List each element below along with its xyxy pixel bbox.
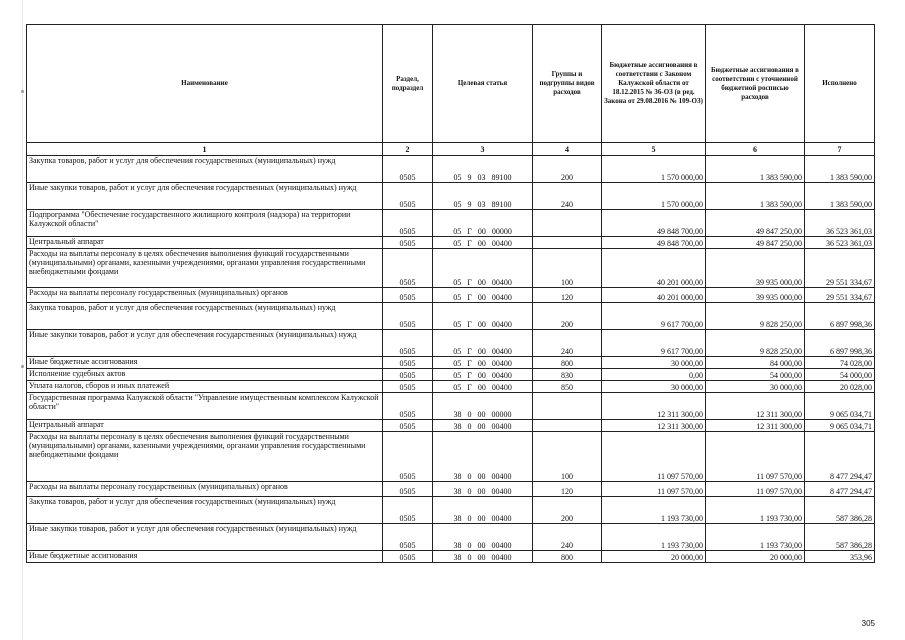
target-code-part: 05 — [453, 383, 462, 392]
cell-refined-amount: 84 000,00 — [706, 357, 805, 369]
target-code-part: 05 — [453, 278, 462, 287]
target-code-part: 03 — [477, 173, 486, 182]
target-code-part: 00400 — [491, 347, 512, 356]
column-number-row — [27, 143, 875, 156]
header-executed: Исполнено — [805, 25, 875, 143]
target-code-part: 9 — [467, 173, 472, 182]
header-section: Раздел, подраздел — [383, 25, 433, 143]
punch-hole-mark — [21, 90, 24, 93]
table-row — [27, 369, 875, 381]
cell-executed-amount: 9 065 034,71 — [805, 393, 875, 420]
cell-executed-amount: 74 028,00 — [805, 357, 875, 369]
cell-section: 0505 — [383, 183, 433, 210]
cell-section: 0505 — [383, 432, 433, 482]
target-code-part: 05 — [453, 227, 462, 236]
target-code-part: 05 — [453, 239, 462, 248]
header-target: Целевая статья — [433, 25, 533, 143]
target-code-part: Г — [467, 278, 472, 287]
cell-executed-amount: 1 383 590,00 — [805, 156, 875, 183]
cell-executed-amount: 36 523 361,03 — [805, 237, 875, 249]
target-code-part: 9 — [467, 200, 472, 209]
cell-executed-amount: 9 065 034,71 — [805, 420, 875, 432]
target-code — [435, 410, 530, 419]
target-code-part: 0 — [467, 514, 472, 523]
cell-target — [433, 432, 533, 482]
cell-refined-amount: 11 097 570,00 — [706, 432, 805, 482]
target-code-part: 00400 — [491, 422, 512, 431]
cell-law-amount: 40 201 000,00 — [602, 249, 706, 288]
cell-target — [433, 369, 533, 381]
table-row — [27, 497, 875, 524]
cell-executed-amount: 8 477 294,47 — [805, 482, 875, 497]
cell-group: 200 — [533, 497, 602, 524]
column-number: 2 — [383, 143, 433, 156]
target-code-part: 00400 — [491, 293, 512, 302]
page-number: 305 — [861, 619, 875, 628]
cell-section: 0505 — [383, 237, 433, 249]
cell-executed-amount: 54 000,00 — [805, 369, 875, 381]
target-code-part: 00 — [477, 553, 486, 562]
target-code — [435, 541, 530, 550]
column-number: 4 — [533, 143, 602, 156]
target-code — [435, 173, 530, 182]
binding-margin-line — [22, 0, 23, 640]
cell-law-amount: 1 193 730,00 — [602, 524, 706, 551]
table-row — [27, 288, 875, 303]
target-code-part: 00 — [477, 487, 486, 496]
target-code-part: 00 — [477, 347, 486, 356]
target-code — [435, 487, 530, 496]
header-refined: Бюджетные ассигнования в соответствии с уточненной бюджетной росписью расходов — [706, 25, 805, 143]
table-row — [27, 303, 875, 330]
target-code — [435, 371, 530, 380]
cell-executed-amount: 6 897 998,36 — [805, 303, 875, 330]
cell-executed-amount: 353,96 — [805, 551, 875, 563]
cell-name: Иные бюджетные ассигнования — [27, 551, 383, 563]
target-code-part: 00400 — [491, 514, 512, 523]
cell-target — [433, 288, 533, 303]
cell-law-amount: 1 193 730,00 — [602, 497, 706, 524]
cell-group: 200 — [533, 156, 602, 183]
target-code — [435, 347, 530, 356]
target-code-part: 00 — [477, 410, 486, 419]
cell-target — [433, 156, 533, 183]
cell-executed-amount: 29 551 334,67 — [805, 288, 875, 303]
table-header-row — [27, 25, 875, 143]
cell-name: Расходы на выплаты персоналу в целях обеспечения выполнения функций государственными (муниципальными) органами, казенными учреждениями, органами управления государственными внебюджетными фондами — [27, 249, 383, 288]
cell-name: Иные бюджетные ассигнования — [27, 357, 383, 369]
target-code-part: 89100 — [491, 173, 512, 182]
cell-refined-amount: 1 193 730,00 — [706, 524, 805, 551]
cell-name: Иные закупки товаров, работ и услуг для обеспечения государственных (муниципальных) нужд — [27, 524, 383, 551]
cell-section: 0505 — [383, 330, 433, 357]
target-code — [435, 293, 530, 302]
cell-group: 100 — [533, 432, 602, 482]
cell-target — [433, 183, 533, 210]
cell-law-amount: 30 000,00 — [602, 357, 706, 369]
cell-name: Закупка товаров, работ и услуг для обеспечения государственных (муниципальных) нужд — [27, 156, 383, 183]
target-code-part: 38 — [453, 472, 462, 481]
column-number: 7 — [805, 143, 875, 156]
cell-target — [433, 303, 533, 330]
table-row — [27, 330, 875, 357]
target-code-part: 00400 — [491, 541, 512, 550]
cell-refined-amount: 39 935 000,00 — [706, 288, 805, 303]
cell-refined-amount: 12 311 300,00 — [706, 420, 805, 432]
target-code-part: 00400 — [491, 359, 512, 368]
cell-section: 0505 — [383, 420, 433, 432]
cell-name: Иные закупки товаров, работ и услуг для обеспечения государственных (муниципальных) нужд — [27, 183, 383, 210]
cell-refined-amount: 12 311 300,00 — [706, 393, 805, 420]
target-code-part: 00400 — [491, 487, 512, 496]
cell-group — [533, 210, 602, 237]
cell-section: 0505 — [383, 524, 433, 551]
cell-section: 0505 — [383, 369, 433, 381]
cell-section: 0505 — [383, 303, 433, 330]
cell-name: Иные закупки товаров, работ и услуг для обеспечения государственных (муниципальных) нужд — [27, 330, 383, 357]
cell-refined-amount: 11 097 570,00 — [706, 482, 805, 497]
target-code — [435, 472, 530, 481]
target-code-part: 38 — [453, 422, 462, 431]
cell-law-amount: 20 000,00 — [602, 551, 706, 563]
cell-executed-amount: 587 386,28 — [805, 524, 875, 551]
cell-executed-amount: 36 523 361,03 — [805, 210, 875, 237]
target-code-part: Г — [467, 383, 472, 392]
cell-group — [533, 393, 602, 420]
cell-refined-amount: 1 383 590,00 — [706, 156, 805, 183]
target-code-part: 00 — [477, 371, 486, 380]
target-code-part: 05 — [453, 293, 462, 302]
target-code-part: 00 — [477, 278, 486, 287]
target-code-part: 38 — [453, 553, 462, 562]
target-code-part: 00 — [477, 541, 486, 550]
table-row — [27, 551, 875, 563]
cell-law-amount: 1 570 000,00 — [602, 183, 706, 210]
cell-section: 0505 — [383, 497, 433, 524]
target-code-part: 38 — [453, 541, 462, 550]
cell-refined-amount: 20 000,00 — [706, 551, 805, 563]
budget-table — [26, 24, 875, 563]
table-row — [27, 156, 875, 183]
cell-law-amount: 9 617 700,00 — [602, 330, 706, 357]
target-code-part: Г — [467, 320, 472, 329]
cell-refined-amount: 49 847 250,00 — [706, 237, 805, 249]
target-code-part: 00400 — [491, 320, 512, 329]
target-code-part: 00 — [477, 359, 486, 368]
target-code-part: 05 — [453, 320, 462, 329]
column-number: 3 — [433, 143, 533, 156]
cell-refined-amount: 39 935 000,00 — [706, 249, 805, 288]
target-code — [435, 227, 530, 236]
cell-name: Исполнение судебных актов — [27, 369, 383, 381]
cell-group: 240 — [533, 524, 602, 551]
cell-group: 120 — [533, 482, 602, 497]
column-number: 5 — [602, 143, 706, 156]
target-code-part: 00400 — [491, 239, 512, 248]
header-name: Наименование — [27, 25, 383, 143]
cell-target — [433, 497, 533, 524]
target-code-part: 05 — [453, 359, 462, 368]
cell-law-amount: 12 311 300,00 — [602, 420, 706, 432]
target-code — [435, 239, 530, 248]
target-code — [435, 383, 530, 392]
table-row — [27, 432, 875, 482]
cell-section: 0505 — [383, 482, 433, 497]
cell-name: Расходы на выплаты персоналу государственных (муниципальных) органов — [27, 482, 383, 497]
target-code-part: 00 — [477, 320, 486, 329]
target-code-part: 00400 — [491, 472, 512, 481]
target-code-part: 03 — [477, 200, 486, 209]
cell-section: 0505 — [383, 393, 433, 420]
target-code-part: 38 — [453, 410, 462, 419]
cell-executed-amount: 20 028,00 — [805, 381, 875, 393]
cell-refined-amount: 30 000,00 — [706, 381, 805, 393]
table-row — [27, 249, 875, 288]
cell-target — [433, 524, 533, 551]
target-code — [435, 359, 530, 368]
target-code-part: 00400 — [491, 383, 512, 392]
table-row — [27, 183, 875, 210]
cell-group: 120 — [533, 288, 602, 303]
cell-executed-amount: 6 897 998,36 — [805, 330, 875, 357]
target-code — [435, 200, 530, 209]
target-code — [435, 422, 530, 431]
target-code-part: 05 — [453, 200, 462, 209]
table-row — [27, 210, 875, 237]
cell-target — [433, 551, 533, 563]
cell-target — [433, 237, 533, 249]
cell-target — [433, 420, 533, 432]
header-groups: Группы и подгруппы видов расходов — [533, 25, 602, 143]
target-code-part: 00 — [477, 472, 486, 481]
cell-section: 0505 — [383, 210, 433, 237]
target-code — [435, 320, 530, 329]
target-code-part: 05 — [453, 371, 462, 380]
cell-name: Уплата налогов, сборов и иных платежей — [27, 381, 383, 393]
cell-refined-amount: 1 383 590,00 — [706, 183, 805, 210]
target-code-part: Г — [467, 293, 472, 302]
cell-target — [433, 482, 533, 497]
cell-name: Центральный аппарат — [27, 420, 383, 432]
target-code-part: 00 — [477, 239, 486, 248]
table-row — [27, 393, 875, 420]
target-code-part: 38 — [453, 487, 462, 496]
cell-refined-amount: 54 000,00 — [706, 369, 805, 381]
cell-law-amount: 49 848 700,00 — [602, 237, 706, 249]
cell-law-amount: 0,00 — [602, 369, 706, 381]
cell-group: 830 — [533, 369, 602, 381]
cell-law-amount: 49 848 700,00 — [602, 210, 706, 237]
cell-section: 0505 — [383, 551, 433, 563]
cell-section: 0505 — [383, 156, 433, 183]
cell-section: 0505 — [383, 357, 433, 369]
cell-target — [433, 330, 533, 357]
cell-name: Закупка товаров, работ и услуг для обеспечения государственных (муниципальных) нужд — [27, 303, 383, 330]
cell-executed-amount: 1 383 590,00 — [805, 183, 875, 210]
target-code-part: 00400 — [491, 553, 512, 562]
target-code-part: Г — [467, 227, 472, 236]
target-code-part: 00 — [477, 514, 486, 523]
cell-law-amount: 11 097 570,00 — [602, 482, 706, 497]
target-code-part: 0 — [467, 487, 472, 496]
target-code-part: 00 — [477, 227, 486, 236]
cell-name: Подпрограмма "Обеспечение государственного жилищного контроля (надзора) на территории Калужской области" — [27, 210, 383, 237]
table-row — [27, 420, 875, 432]
cell-group: 800 — [533, 357, 602, 369]
target-code-part: 00 — [477, 293, 486, 302]
cell-law-amount: 40 201 000,00 — [602, 288, 706, 303]
cell-target — [433, 249, 533, 288]
cell-refined-amount: 9 828 250,00 — [706, 330, 805, 357]
target-code-part: 0 — [467, 541, 472, 550]
cell-group: 800 — [533, 551, 602, 563]
cell-law-amount: 1 570 000,00 — [602, 156, 706, 183]
target-code-part: Г — [467, 239, 472, 248]
target-code — [435, 278, 530, 287]
cell-law-amount: 11 097 570,00 — [602, 432, 706, 482]
cell-law-amount: 12 311 300,00 — [602, 393, 706, 420]
cell-law-amount: 9 617 700,00 — [602, 303, 706, 330]
cell-target — [433, 381, 533, 393]
cell-target — [433, 357, 533, 369]
table-row — [27, 381, 875, 393]
target-code-part: 38 — [453, 514, 462, 523]
cell-executed-amount: 587 386,28 — [805, 497, 875, 524]
column-number: 1 — [27, 143, 383, 156]
target-code — [435, 514, 530, 523]
target-code-part: 00000 — [491, 227, 512, 236]
cell-name: Расходы на выплаты персоналу государственных (муниципальных) органов — [27, 288, 383, 303]
cell-group: 850 — [533, 381, 602, 393]
table-row — [27, 237, 875, 249]
cell-section: 0505 — [383, 288, 433, 303]
target-code-part: 0 — [467, 410, 472, 419]
table-row — [27, 357, 875, 369]
target-code-part: 0 — [467, 553, 472, 562]
cell-name: Закупка товаров, работ и услуг для обеспечения государственных (муниципальных) нужд — [27, 497, 383, 524]
table-row — [27, 482, 875, 497]
table-row — [27, 524, 875, 551]
target-code-part: 0 — [467, 422, 472, 431]
target-code-part: Г — [467, 371, 472, 380]
cell-group: 100 — [533, 249, 602, 288]
punch-hole-mark — [21, 365, 24, 368]
cell-law-amount: 30 000,00 — [602, 381, 706, 393]
cell-group: 240 — [533, 183, 602, 210]
target-code-part: Г — [467, 347, 472, 356]
target-code-part: 00400 — [491, 371, 512, 380]
cell-group: 240 — [533, 330, 602, 357]
target-code-part: 00 — [477, 422, 486, 431]
header-law: Бюджетные ассигнования в соответствии с Законом Калужской области от 18.12.2015 № 36-ОЗ (в ред. Закона от 29.08.2016 № 109-ОЗ) — [602, 25, 706, 143]
cell-name: Расходы на выплаты персоналу в целях обеспечения выполнения функций государственными (муниципальными) органами, казенными учреждениями, органами управления государственными внебюджетными фондами — [27, 432, 383, 482]
cell-name: Центральный аппарат — [27, 237, 383, 249]
cell-refined-amount: 1 193 730,00 — [706, 497, 805, 524]
cell-group — [533, 237, 602, 249]
cell-section: 0505 — [383, 381, 433, 393]
cell-executed-amount: 8 477 294,47 — [805, 432, 875, 482]
cell-group: 200 — [533, 303, 602, 330]
target-code-part: 00400 — [491, 278, 512, 287]
cell-group — [533, 420, 602, 432]
cell-target — [433, 210, 533, 237]
target-code-part: 00 — [477, 383, 486, 392]
cell-section: 0505 — [383, 249, 433, 288]
cell-refined-amount: 49 847 250,00 — [706, 210, 805, 237]
target-code-part: 05 — [453, 347, 462, 356]
target-code-part: Г — [467, 359, 472, 368]
column-number: 6 — [706, 143, 805, 156]
cell-target — [433, 393, 533, 420]
table-body — [27, 156, 875, 563]
target-code-part: 0 — [467, 472, 472, 481]
target-code — [435, 553, 530, 562]
target-code-part: 89100 — [491, 200, 512, 209]
cell-executed-amount: 29 551 334,67 — [805, 249, 875, 288]
target-code-part: 00000 — [491, 410, 512, 419]
cell-name: Государственная программа Калужской области "Управление имущественным комплексом Калужской области" — [27, 393, 383, 420]
cell-refined-amount: 9 828 250,00 — [706, 303, 805, 330]
target-code-part: 05 — [453, 173, 462, 182]
